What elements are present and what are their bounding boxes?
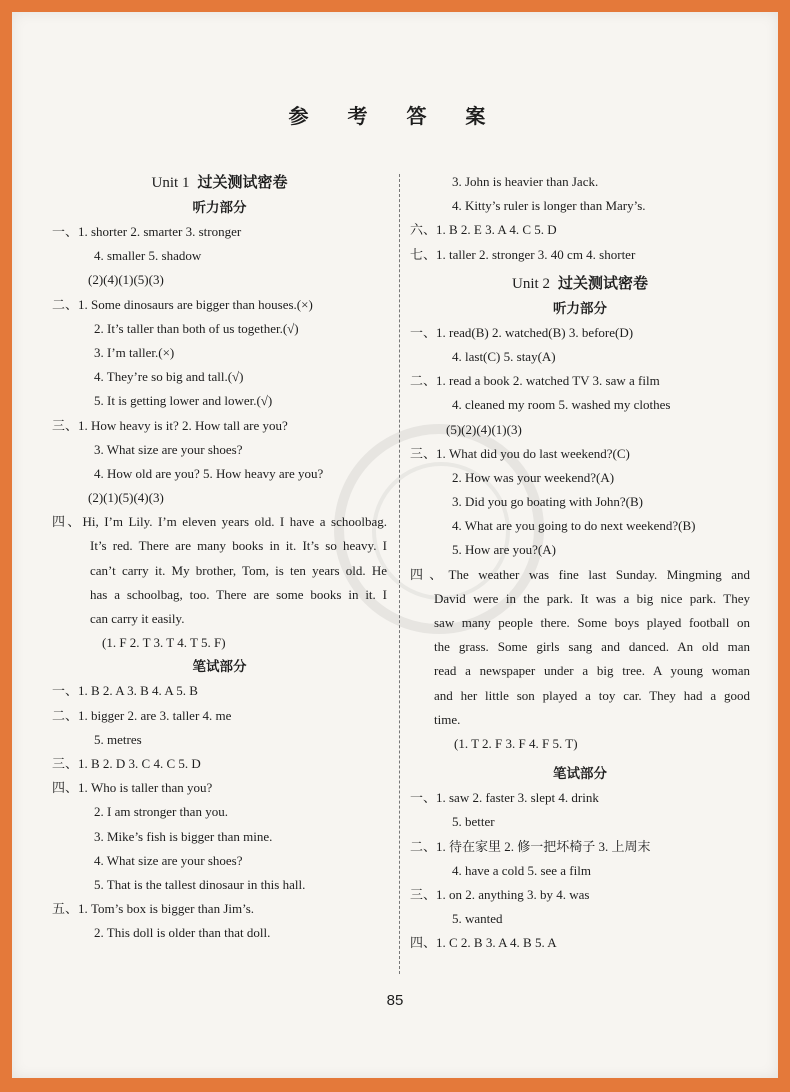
answer-line: 4. They’re so big and tall.(√) — [94, 369, 244, 385]
answer-line: (2)(4)(1)(5)(3) — [88, 272, 164, 288]
paragraph-line: time. — [434, 711, 461, 727]
answer-line: 三、1. How heavy is it? 2. How tall are you? — [52, 417, 288, 433]
answer-line: 2. This doll is older than that doll. — [94, 925, 271, 941]
answer-line: 一、1. saw 2. faster 3. slept 4. drink — [410, 790, 599, 806]
paragraph-line: has a schoolbag, too. There are some books in it. I — [90, 586, 387, 602]
answer-line: 5. It is getting lower and lower.(√) — [94, 393, 273, 409]
paragraph-line: can carry it easily. — [90, 611, 185, 626]
answer-line: 二、1. read a book 2. watched TV 3. saw a film — [410, 373, 660, 389]
unit2-title — [410, 271, 750, 297]
left-column — [52, 170, 387, 945]
answer-line: 5. metres — [94, 731, 142, 747]
answer-line: 3. I’m taller.(×) — [94, 344, 175, 360]
answer-line: 3. John is heavier than Jack. — [452, 174, 599, 189]
answer-line: 4. cleaned my room 5. washed my clothes — [452, 397, 671, 413]
answer-line: 2. It’s taller than both of us together.(√) — [94, 320, 299, 336]
unit2-subtitle: 过关测试密卷 — [557, 275, 648, 292]
answer-line: 4. Kitty’s ruler is longer than Mary’s. — [452, 198, 646, 214]
answer-line: 四、1. C 2. B 3. A 4. B 5. A — [410, 935, 557, 951]
answer-line: 5. better — [452, 814, 495, 830]
unit1-name: Unit 1 — [151, 175, 190, 191]
answer-line: 5. How are you?(A) — [452, 542, 556, 558]
paragraph-line: saw many people there. Some boys played football on — [434, 615, 750, 630]
answer-line: 三、1. B 2. D 3. C 4. C 5. D — [52, 755, 201, 771]
answer-line: 七、1. taller 2. stronger 3. 40 cm 4. shorter — [410, 246, 636, 262]
answer-line: (5)(2)(4)(1)(3) — [446, 421, 522, 437]
answer-line: 4. last(C) 5. stay(A) — [452, 348, 556, 364]
unit1-title — [52, 170, 387, 196]
answer-line: 3. Did you go boating with John?(B) — [452, 494, 644, 510]
column-divider — [399, 174, 400, 974]
answer-line: (2)(1)(5)(4)(3) — [88, 490, 164, 506]
answer-line: 二、1. 待在家里 2. 修一把坏椅子 3. 上周末 — [410, 838, 651, 854]
paragraph-line: 四、The weather was fine last Sunday. Mingming and — [410, 566, 750, 582]
paragraph-line: and her little son played a toy car. They had a good — [434, 687, 750, 703]
answer-line: 二、1. Some dinosaurs are bigger than houses.(×) — [52, 296, 313, 312]
answer-line: 一、1. read(B) 2. watched(B) 3. before(D) — [410, 324, 634, 340]
page-number: 85 — [386, 992, 404, 1009]
unit1-subtitle: 过关测试密卷 — [197, 175, 288, 191]
answer-line: 一、1. B 2. A 3. B 4. A 5. B — [52, 683, 198, 699]
paragraph-line: David were in the park. It was a big nice park. They — [434, 590, 750, 606]
paragraph-answer: (1. T 2. F 3. F 4. F 5. T) — [454, 735, 578, 751]
answer-line: 一、1. shorter 2. smarter 3. stronger — [52, 224, 242, 239]
answer-line: 4. smaller 5. shadow — [94, 248, 202, 264]
right-column — [410, 170, 750, 955]
answer-line: 三、1. on 2. anything 3. by 4. was — [410, 886, 590, 902]
paragraph-line: can’t carry it. My brother, Tom, is ten years old. He — [90, 562, 387, 578]
answer-line: 5. That is the tallest dinosaur in this hall. — [94, 876, 306, 892]
answer-line: 4. How old are you? 5. How heavy are you? — [94, 465, 324, 481]
unit2-listening-title: 听力部分 — [553, 300, 607, 316]
answer-line: 2. I am stronger than you. — [94, 804, 228, 820]
answer-line: 4. What size are your shoes? — [94, 852, 243, 868]
paragraph-line: read a newspaper under a big tree. A young woman — [434, 663, 750, 679]
answer-line: 四、1. Who is taller than you? — [52, 780, 213, 796]
answer-line: 2. How was your weekend?(A) — [452, 469, 615, 485]
paragraph-line: the grass. Some girls sang and danced. An old man — [434, 639, 750, 655]
paragraph-line: It’s red. There are many books in it. It’s so heavy. I — [90, 538, 387, 554]
page-title: 参 考 答 案 — [288, 104, 502, 128]
answer-line: 六、1. B 2. E 3. A 4. C 5. D — [410, 222, 557, 238]
answer-line: 3. What size are your shoes? — [94, 441, 243, 457]
unit2-name: Unit 2 — [512, 275, 550, 292]
answer-line: 二、1. bigger 2. are 3. taller 4. me — [52, 707, 232, 723]
unit2-written-title: 笔试部分 — [553, 766, 607, 782]
answer-line: 4. What are you going to do next weekend?(B) — [452, 518, 696, 534]
unit1-listening-title: 听力部分 — [192, 200, 247, 215]
paragraph-answer: (1. F 2. T 3. T 4. T 5. F) — [102, 635, 226, 651]
answer-page — [12, 12, 778, 1078]
answer-line: 五、1. Tom’s box is bigger than Jim’s. — [52, 901, 255, 917]
answer-line: 4. have a cold 5. see a film — [452, 862, 591, 878]
answer-line: 3. Mike’s fish is bigger than mine. — [94, 828, 273, 844]
answer-line: 5. wanted — [452, 911, 503, 927]
unit1-written-title: 笔试部分 — [192, 659, 247, 675]
paragraph-line: 四、Hi, I’m Lily. I’m eleven years old. I have a schoolbag. — [52, 514, 387, 530]
answer-line: 三、1. What did you do last weekend?(C) — [410, 445, 630, 461]
